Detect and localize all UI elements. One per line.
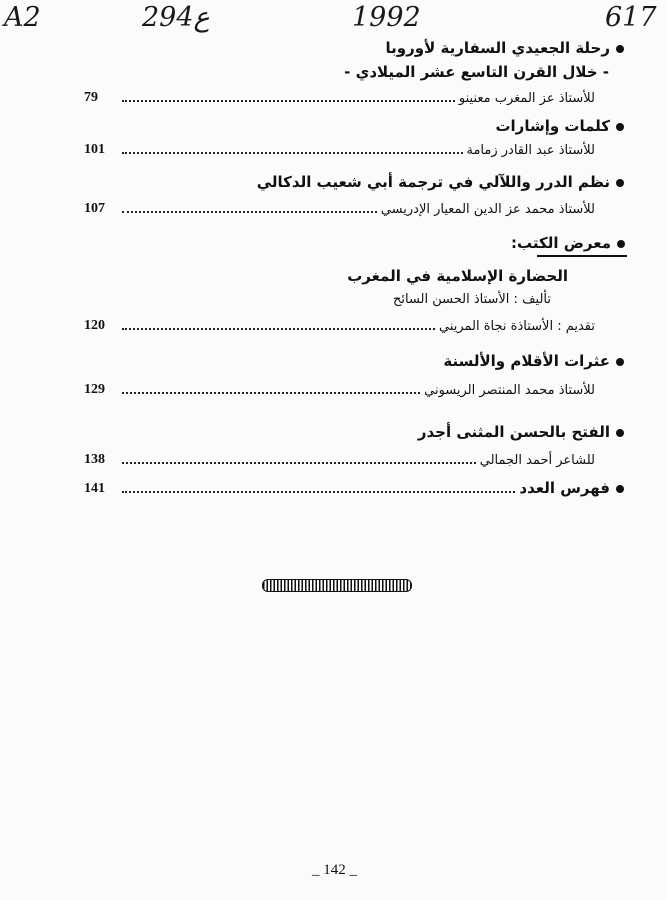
- bullet-icon: [616, 485, 624, 493]
- section-heading: معرض الكتب:: [511, 234, 625, 255]
- bullet-icon: [616, 429, 624, 437]
- toc-entry-title: كلمات وإشارات: [495, 117, 624, 135]
- toc-entry-title: عثرات الأقلام والألسنة: [443, 352, 624, 370]
- bullet-icon: [616, 179, 624, 187]
- toc-entry-title: رحلة الجعيدي السفارية لأوروبا: [386, 39, 624, 57]
- page-number-ref: 107: [84, 201, 105, 216]
- page-number-ref: 129: [84, 382, 105, 397]
- leader-dots: [122, 152, 463, 154]
- page-number-ref: 120: [84, 318, 105, 333]
- page-number-ref: 101: [84, 142, 105, 157]
- book-author-line: تأليف : الأستاذ الحسن السائح: [392, 292, 551, 307]
- book-title: الحضارة الإسلامية في المغرب: [347, 267, 568, 285]
- leader-dots: [122, 211, 377, 213]
- decorative-ornament: [262, 579, 412, 592]
- leader-dots: [122, 392, 420, 394]
- bullet-icon: [617, 240, 625, 248]
- toc-entry-author: للأستاذ عز المغرب معنينو: [458, 91, 595, 106]
- handwritten-note-year: 1992: [352, 2, 421, 33]
- toc-entry-line: [84, 88, 595, 106]
- handwritten-note-number: 617: [605, 2, 657, 33]
- toc-entry-subtitle: - خلال القرن التاسع عشر الميلادي -: [344, 63, 609, 81]
- section-underline: [537, 255, 627, 257]
- leader-dots: [122, 328, 435, 330]
- handwritten-note-a2: A2: [4, 2, 41, 33]
- page-number: _ 142 _: [312, 862, 357, 878]
- toc-entry-line: [84, 450, 595, 468]
- bullet-icon: [616, 358, 624, 366]
- toc-entry-author: للأستاذ محمد المنتصر الريسوني: [424, 383, 595, 398]
- toc-entry-line: [84, 199, 595, 217]
- toc-entry-line: [84, 380, 595, 398]
- leader-dots: [122, 100, 455, 102]
- toc-entry-title: نظم الدرر واللآلي في ترجمة أبي شعيب الدكالي: [257, 173, 624, 191]
- page-number-ref: 138: [84, 452, 105, 467]
- leader-dots: [122, 491, 515, 493]
- toc-entry-line: [84, 316, 595, 334]
- bullet-icon: [616, 123, 624, 131]
- toc-entry-author: للأستاذ محمد عز الدين المعيار الإدريسي: [380, 202, 595, 217]
- leader-dots: [122, 462, 476, 464]
- bullet-icon: [616, 45, 624, 53]
- toc-entry-title: الفتح بالحسن المثنى أجدر: [418, 423, 624, 441]
- book-intro-line: تقديم : الأستاذة نجاة المريني: [438, 319, 595, 334]
- toc-entry-author: للشاعر أحمد الجمالي: [479, 453, 595, 468]
- toc-entry-title: فهرس العدد: [519, 479, 624, 497]
- toc-entry-line: [84, 140, 595, 158]
- toc-entry-line: [84, 479, 624, 497]
- page-number-ref: 79: [84, 90, 98, 105]
- page-number-ref: 141: [84, 481, 105, 496]
- toc-entry-author: للأستاذ عبد القادر زمامة: [466, 143, 595, 158]
- handwritten-note-code: 294ع: [142, 2, 210, 33]
